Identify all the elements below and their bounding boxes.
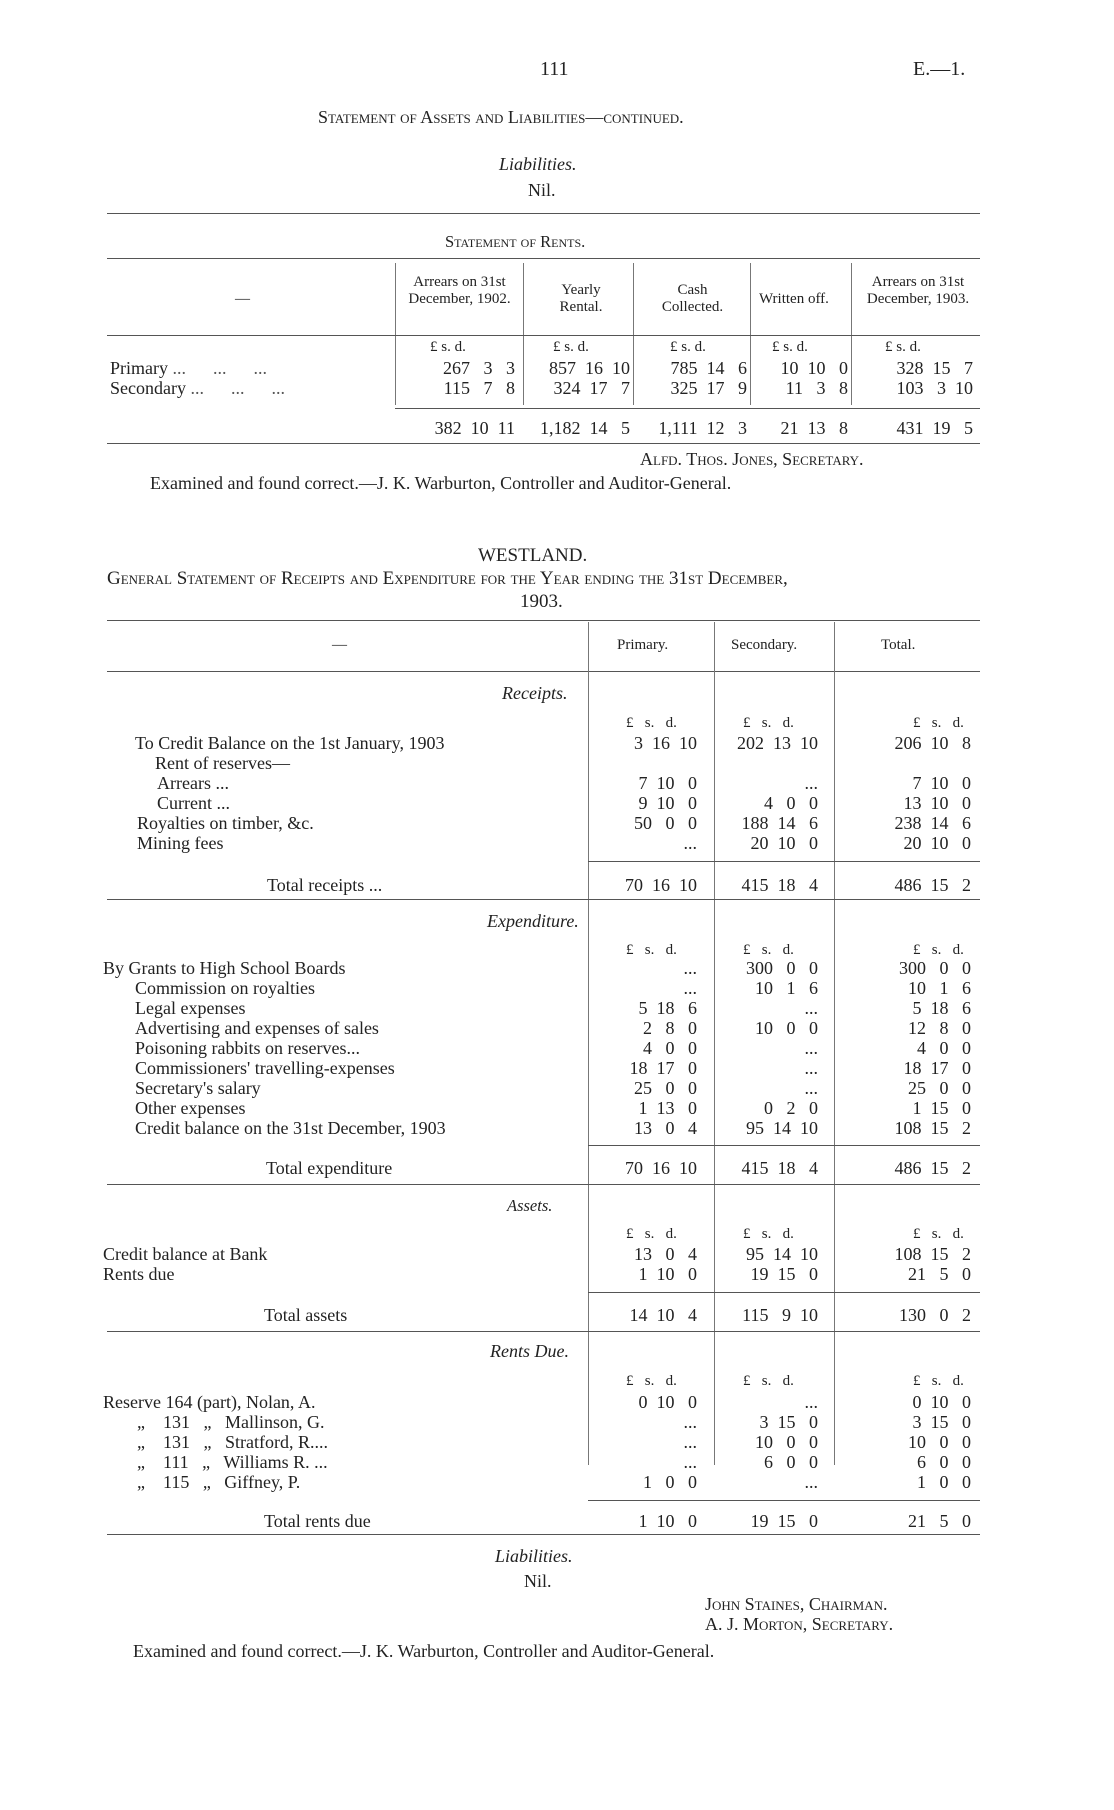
rents-col-cash: Cash Collected. [661,282,724,315]
expenditure-label: Credit balance on the 31st December, 1903 [135,1118,446,1138]
total-assets-total: 130 0 2 [899,1305,971,1325]
expenditure-label: Secretary's salary [135,1078,261,1098]
col-divider [633,263,634,405]
bottom-liabilities-value: Nil. [524,1571,552,1591]
receipt-total: 206 10 8 [894,733,971,753]
col-divider [714,622,715,1465]
rents-units: £ s. d. [553,339,589,355]
rents-due-secondary: 6 0 0 [764,1452,818,1472]
expenditure-total: 10 1 6 [908,978,971,998]
units-primary: £ s. d. [626,1373,677,1389]
expenditure-primary: ... [683,958,697,978]
expenditure-secondary: ... [804,1058,818,1078]
expenditure-secondary: 10 0 0 [755,1018,818,1038]
col-total: Total. [881,637,916,653]
total-receipts-label: Total receipts ... [267,875,383,895]
expenditure-secondary: ... [804,1078,818,1098]
liabilities-heading: Liabilities. [499,154,577,174]
westland-heading: WESTLAND. [478,545,588,566]
units-total: £ s. d. [913,715,964,731]
receipt-primary: 7 10 0 [638,773,697,793]
rents-due-primary: ... [683,1432,697,1452]
total-assets-label: Total assets [264,1305,348,1325]
rule [107,258,980,259]
receipt-total: 20 10 0 [903,833,971,853]
rule [107,1184,980,1185]
expenditure-label: Other expenses [135,1098,246,1118]
rents-signature: Alfd. Thos. Jones, Secretary. [640,449,864,469]
rents-total: 1,182 14 5 [540,418,630,438]
total-expenditure-primary: 70 16 10 [625,1158,697,1178]
assets-total: 21 5 0 [908,1264,971,1284]
rents-due-primary: 0 10 0 [638,1392,697,1412]
westland-title-year: 1903. [520,591,563,612]
expenditure-label: Advertising and expenses of sales [135,1018,379,1038]
rule [107,213,980,214]
receipt-secondary: ... [804,773,818,793]
receipts-heading: Receipts. [502,683,568,703]
expenditure-total: 4 0 0 [917,1038,971,1058]
rule [107,1331,980,1332]
col-divider [588,622,589,1465]
rents-cell: 267 3 3 [443,358,515,378]
col-divider [395,263,396,405]
rents-due-total: 0 10 0 [912,1392,971,1412]
rents-due-total: 10 0 0 [908,1432,971,1452]
units-secondary: £ s. d. [743,942,794,958]
rents-col-blank: — [235,291,250,307]
units-total: £ s. d. [913,1373,964,1389]
westland-title: General Statement of Receipts and Expenditure for the Year ending the 31st December, [107,568,788,589]
rents-units: £ s. d. [430,339,466,355]
col-primary: Primary. [617,637,669,653]
rule [107,671,980,672]
bottom-liabilities-heading: Liabilities. [495,1546,573,1566]
rents-due-total: 3 15 0 [912,1412,971,1432]
rents-col-yearly: Yearly Rental. [559,282,603,315]
units-secondary: £ s. d. [743,1226,794,1242]
rents-due-heading: Rents Due. [490,1341,569,1361]
expenditure-total: 108 15 2 [894,1118,971,1138]
rents-due-primary: ... [683,1452,697,1472]
rule [107,620,980,621]
rents-due-primary: 1 0 0 [643,1472,697,1492]
rents-cell: 103 3 10 [896,378,973,398]
rents-due-secondary: 3 15 0 [759,1412,818,1432]
rents-cell: 11 3 8 [785,378,848,398]
expenditure-label: Legal expenses [135,998,246,1018]
rents-cell: 115 7 8 [443,378,515,398]
rule [588,861,980,862]
total-assets-primary: 14 10 4 [629,1305,697,1325]
rule [395,408,980,409]
rents-units: £ s. d. [885,339,921,355]
units-primary: £ s. d. [626,1226,677,1242]
total-rents-due-label: Total rents due [264,1511,371,1531]
assets-total: 108 15 2 [894,1244,971,1264]
receipt-secondary: 188 14 6 [741,813,818,833]
rents-due-secondary: ... [804,1392,818,1412]
rents-total: 431 19 5 [896,418,973,438]
expenditure-total: 5 18 6 [912,998,971,1018]
expenditure-total: 12 8 0 [908,1018,971,1038]
rents-row-label: Secondary ... ... ... [110,378,285,398]
rents-due-secondary: ... [804,1472,818,1492]
expenditure-total: 1 15 0 [912,1098,971,1118]
rents-cell: 324 17 7 [553,378,630,398]
expenditure-primary: 18 17 0 [629,1058,697,1078]
units-secondary: £ s. d. [743,715,794,731]
rents-units: £ s. d. [670,339,706,355]
rule [107,899,980,900]
rents-total: 382 10 11 [434,418,515,438]
col-blank: — [332,637,347,653]
expenditure-primary: ... [683,978,697,998]
receipt-secondary: 20 10 0 [750,833,818,853]
rents-row-label: Primary ... ... ... [110,358,267,378]
series-number: E.—1. [913,58,966,80]
rents-cell: 328 15 7 [896,358,973,378]
bottom-examined: Examined and found correct.—J. K. Warburton, Controller and Auditor-General. [133,1641,715,1661]
expenditure-secondary: 300 0 0 [746,958,818,978]
chairman-signature: John Staines, Chairman. [705,1594,888,1614]
expenditure-label: Commissioners' travelling-expenses [135,1058,395,1078]
receipt-label: Mining fees [137,833,224,853]
receipt-secondary: 4 0 0 [764,793,818,813]
total-rents-due-total: 21 5 0 [908,1511,971,1531]
col-secondary: Secondary. [731,637,798,653]
col-divider [523,263,524,405]
receipt-primary: 3 16 10 [634,733,697,753]
rents-cell: 10 10 0 [780,358,848,378]
col-divider [750,263,751,405]
expenditure-secondary: 10 1 6 [755,978,818,998]
page-number: 111 [540,58,569,80]
receipt-label: Royalties on timber, &c. [137,813,314,833]
rule [107,1534,980,1535]
assets-label: Rents due [103,1264,175,1284]
expenditure-total: 18 17 0 [903,1058,971,1078]
total-receipts-total: 486 15 2 [894,875,971,895]
units-secondary: £ s. d. [743,1373,794,1389]
total-receipts-primary: 70 16 10 [625,875,697,895]
expenditure-heading: Expenditure. [487,911,579,931]
rents-due-total: 6 0 0 [917,1452,971,1472]
total-expenditure-label: Total expenditure [266,1158,393,1178]
assets-label: Credit balance at Bank [103,1244,268,1264]
rule [107,335,980,336]
secretary-signature: A. J. Morton, Secretary. [705,1614,894,1634]
assets-secondary: 95 14 10 [746,1244,818,1264]
expenditure-secondary: ... [804,998,818,1018]
assets-heading: Assets. [507,1196,553,1215]
expenditure-primary: 2 8 0 [643,1018,697,1038]
expenditure-secondary: 95 14 10 [746,1118,818,1138]
expenditure-total: 25 0 0 [908,1078,971,1098]
rule [588,1145,980,1146]
col-divider [834,622,835,1465]
expenditure-label: Commission on royalties [135,978,315,998]
units-primary: £ s. d. [626,715,677,731]
rents-total: 21 13 8 [780,418,848,438]
expenditure-primary: 1 13 0 [638,1098,697,1118]
expenditure-label: Poisoning rabbits on reserves... [135,1038,360,1058]
rents-due-primary: ... [683,1412,697,1432]
col-divider [851,263,852,405]
rule [588,1292,980,1293]
receipt-secondary: 202 13 10 [737,733,818,753]
expenditure-primary: 5 18 6 [638,998,697,1018]
expenditure-label: By Grants to High School Boards [103,958,346,978]
liabilities-value: Nil. [528,180,556,200]
rents-due-label: „ 131 „ Stratford, R.... [137,1432,328,1452]
expenditure-primary: 13 0 4 [634,1118,697,1138]
expenditure-primary: 4 0 0 [643,1038,697,1058]
rents-due-label: Reserve 164 (part), Nolan, A. [103,1392,316,1412]
rents-units: £ s. d. [772,339,808,355]
receipt-primary: ... [683,833,697,853]
total-rents-due-primary: 1 10 0 [638,1511,697,1531]
expenditure-secondary: ... [804,1038,818,1058]
units-total: £ s. d. [913,1226,964,1242]
rents-due-label: „ 111 „ Williams R. ... [137,1452,328,1472]
total-expenditure-total: 486 15 2 [894,1158,971,1178]
receipt-total: 238 14 6 [894,813,971,833]
receipt-label: Arrears ... [157,773,229,793]
expenditure-secondary: 0 2 0 [764,1098,818,1118]
receipt-total: 13 10 0 [903,793,971,813]
total-expenditure-secondary: 415 18 4 [741,1158,818,1178]
rents-col-written: Written off. [759,291,829,307]
receipt-label: Rent of reserves— [155,753,290,773]
receipt-total: 7 10 0 [912,773,971,793]
assets-primary: 1 10 0 [638,1264,697,1284]
rents-cell: 857 16 10 [549,358,630,378]
rents-cell: 325 17 9 [670,378,747,398]
receipt-label: To Credit Balance on the 1st January, 1903 [135,733,445,753]
expenditure-total: 300 0 0 [899,958,971,978]
receipt-primary: 50 0 0 [634,813,697,833]
rule [588,1500,980,1501]
rents-due-secondary: 10 0 0 [755,1432,818,1452]
assets-secondary: 19 15 0 [750,1264,818,1284]
rents-examined: Examined and found correct.—J. K. Warburton, Controller and Auditor-General. [150,473,732,493]
receipt-primary: 9 10 0 [638,793,697,813]
rents-total: 1,111 12 3 [658,418,747,438]
units-total: £ s. d. [913,942,964,958]
expenditure-primary: 25 0 0 [634,1078,697,1098]
rents-title: Statement of Rents. [445,232,586,251]
rents-due-label: „ 131 „ Mallinson, G. [137,1412,325,1432]
rents-due-total: 1 0 0 [917,1472,971,1492]
assets-primary: 13 0 4 [634,1244,697,1264]
rents-due-label: „ 115 „ Giffney, P. [137,1472,301,1492]
rule [107,443,980,444]
assets-liabilities-title: Statement of Assets and Liabilities—continued. [318,107,684,127]
rents-cell: 785 14 6 [670,358,747,378]
total-assets-secondary: 115 9 10 [742,1305,818,1325]
rents-col-arrears-1903: Arrears on 31st December, 1903. [866,274,970,307]
total-receipts-secondary: 415 18 4 [741,875,818,895]
receipt-label: Current ... [157,793,230,813]
rents-col-arrears-1902: Arrears on 31st December, 1902. [408,274,511,307]
units-primary: £ s. d. [626,942,677,958]
total-rents-due-secondary: 19 15 0 [750,1511,818,1531]
